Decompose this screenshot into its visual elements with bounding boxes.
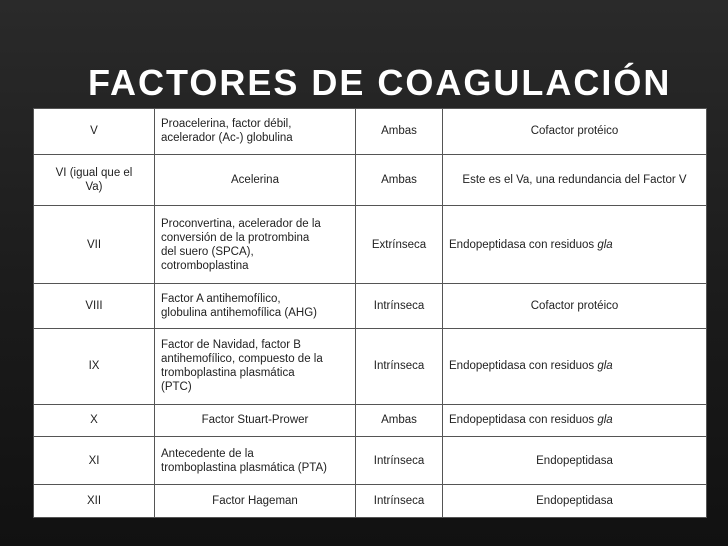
function-cell xyxy=(443,329,707,404)
function-cell: Cofactor protéico xyxy=(443,283,707,329)
function-cell: Endopeptidasa xyxy=(443,485,707,518)
factor-cell: IX xyxy=(34,329,155,404)
coagulation-factors-table xyxy=(33,108,707,518)
name-line: cotromboplastina xyxy=(161,259,249,272)
factor-cell: XII xyxy=(34,485,155,518)
name-line: tromboplastina plasmática (PTA) xyxy=(161,461,327,474)
slide-title: FACTORES DE COAGULACIÓN xyxy=(88,62,672,103)
pathway-cell: Ambas xyxy=(356,154,443,206)
factor-cell: X xyxy=(34,404,155,437)
table-row xyxy=(34,154,707,206)
factor-cell: VIII xyxy=(34,283,155,329)
function-cell: Este es el Va, una redundancia del Factor V xyxy=(443,154,707,206)
factor-cell: V xyxy=(34,109,155,155)
name-line: del suero (SPCA), xyxy=(161,245,254,258)
pathway-cell: Intrínseca xyxy=(356,283,443,329)
name-line: (PTC) xyxy=(161,381,192,394)
name-line: antihemofílico, compuesto de la xyxy=(161,353,323,366)
pathway-cell: Intrínseca xyxy=(356,485,443,518)
function-text: Endopeptidasa con residuos xyxy=(449,414,598,427)
table-row xyxy=(34,404,707,437)
function-suffix: gla xyxy=(597,238,613,251)
name-line: conversión de la protrombina xyxy=(161,231,310,244)
name-cell: Acelerina xyxy=(155,154,356,206)
name-line: globulina antihemofílica (AHG) xyxy=(161,307,317,320)
table-row xyxy=(34,206,707,283)
function-suffix: gla xyxy=(597,360,613,373)
name-line: Antecedente de la xyxy=(161,447,254,460)
name-cell: Factor Stuart-Prower xyxy=(155,404,356,437)
name-cell xyxy=(155,329,356,404)
function-suffix: gla xyxy=(597,414,613,427)
table-row xyxy=(34,283,707,329)
table-row xyxy=(34,485,707,518)
factor-cell xyxy=(34,154,155,206)
factor-cell: VII xyxy=(34,206,155,283)
name-cell xyxy=(155,206,356,283)
table-row xyxy=(34,437,707,485)
table-row xyxy=(34,329,707,404)
name-cell xyxy=(155,283,356,329)
pathway-cell: Ambas xyxy=(356,109,443,155)
table-row xyxy=(34,109,707,155)
name-line: Proconvertina, acelerador de la xyxy=(161,217,321,230)
pathway-cell: Intrínseca xyxy=(356,329,443,404)
name-cell xyxy=(155,109,356,155)
function-cell: Cofactor protéico xyxy=(443,109,707,155)
name-line: Proacelerina, factor débil, xyxy=(161,118,292,131)
function-cell: Endopeptidasa xyxy=(443,437,707,485)
function-text: Endopeptidasa con residuos xyxy=(449,360,598,373)
coagulation-factors-table-image xyxy=(33,108,707,518)
factor-line: Va) xyxy=(85,181,103,193)
pathway-cell: Ambas xyxy=(356,404,443,437)
name-line: tromboplastina plasmática xyxy=(161,367,295,380)
name-line: Factor A antihemofílico, xyxy=(161,293,281,306)
factor-cell: XI xyxy=(34,437,155,485)
pathway-cell: Extrínseca xyxy=(356,206,443,283)
name-line: Factor de Navidad, factor B xyxy=(161,339,301,352)
function-cell xyxy=(443,404,707,437)
factor-line: VI (igual que el xyxy=(55,166,133,179)
name-cell xyxy=(155,437,356,485)
name-cell: Factor Hageman xyxy=(155,485,356,518)
function-cell xyxy=(443,206,707,283)
pathway-cell: Intrínseca xyxy=(356,437,443,485)
function-text: Endopeptidasa con residuos xyxy=(449,238,598,251)
name-line: acelerador (Ac-) globulina xyxy=(161,132,293,145)
